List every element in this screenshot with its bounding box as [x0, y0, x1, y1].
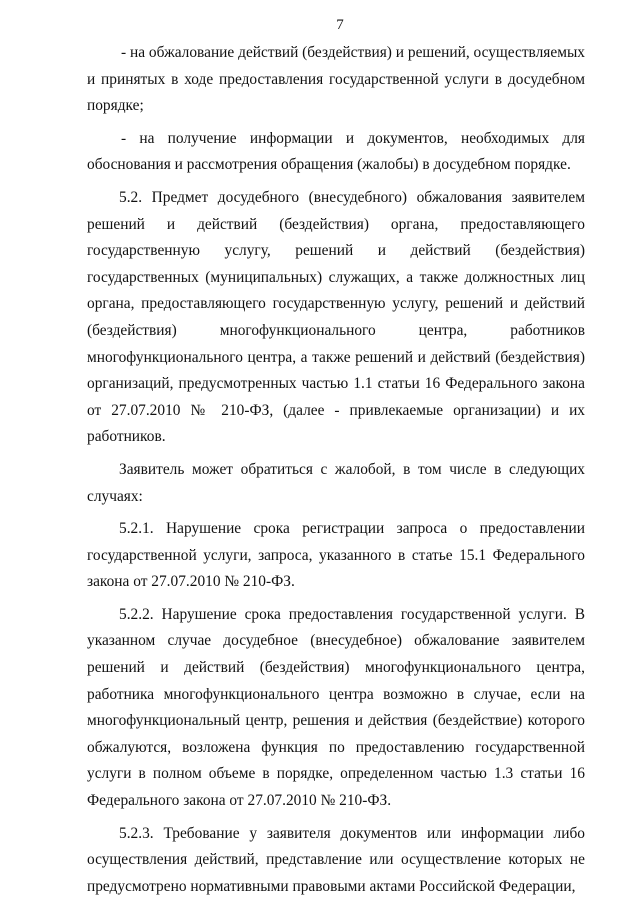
paragraph-complaint-cases: Заявитель может обратиться с жалобой, в том числе в следующих случаях:	[87, 460, 585, 505]
document-body	[87, 40, 585, 906]
paragraph-appeal-right: - на обжалование действий (бездействия) и решений, осуществляемых и принятых в ходе предоставления государственной услуги в досудебном порядке;	[87, 44, 585, 115]
paragraph-5-2-1: 5.2.1. Нарушение срока регистрации запроса о предоставлении государственной услуги, запроса, указанного в статье 15.1 Федерального закона от 27.07.2010 № 210-ФЗ.	[87, 520, 585, 591]
paragraph-5-2-2: 5.2.2. Нарушение срока предоставления государственной услуги. В указанном случае досудебное (внесудебное) обжалование заявителем решений и действий (бездействия) многофункционального центра, работника многофункционального центра возможно в случае, если на многофункциональный центр, решения и действия (бездействие) которого обжалуются, возложена функция по предоставлению государственной услуги в полном объеме в порядке, определенном частью 1.3 статьи 16 Федерального закона от 27.07.2010 № 210-ФЗ.	[87, 605, 585, 810]
paragraph-5-2: 5.2. Предмет досудебного (внесудебного) обжалования заявителем решений и действий (бездействия) органа, предоставляющего государственную услугу, решений и действий (бездействия) государственных (муниципальных) служащих, а также должностных лиц органа, предоставляющего государственную услугу, решений и действий (бездействия) многофункционального центра, работников многофункционального центра, а также решений и действий (бездействия) организаций, предусмотренных частью 1.1 статьи 16 Федерального закона от 27.07.2010 № 210-ФЗ, (далее - привлекаемые организации) и их работников.	[87, 188, 585, 446]
paragraph-5-2-3: 5.2.3. Требование у заявителя документов или информации либо осуществления действий, представление или осуществление которых не предусмотрено нормативными правовыми актами Российской Федерации,	[87, 824, 585, 895]
page-number: 7	[336, 17, 344, 33]
paragraph-information-right: - на получение информации и документов, необходимых для обоснования и рассмотрения обращения (жалобы) в досудебном порядке.	[87, 129, 585, 174]
